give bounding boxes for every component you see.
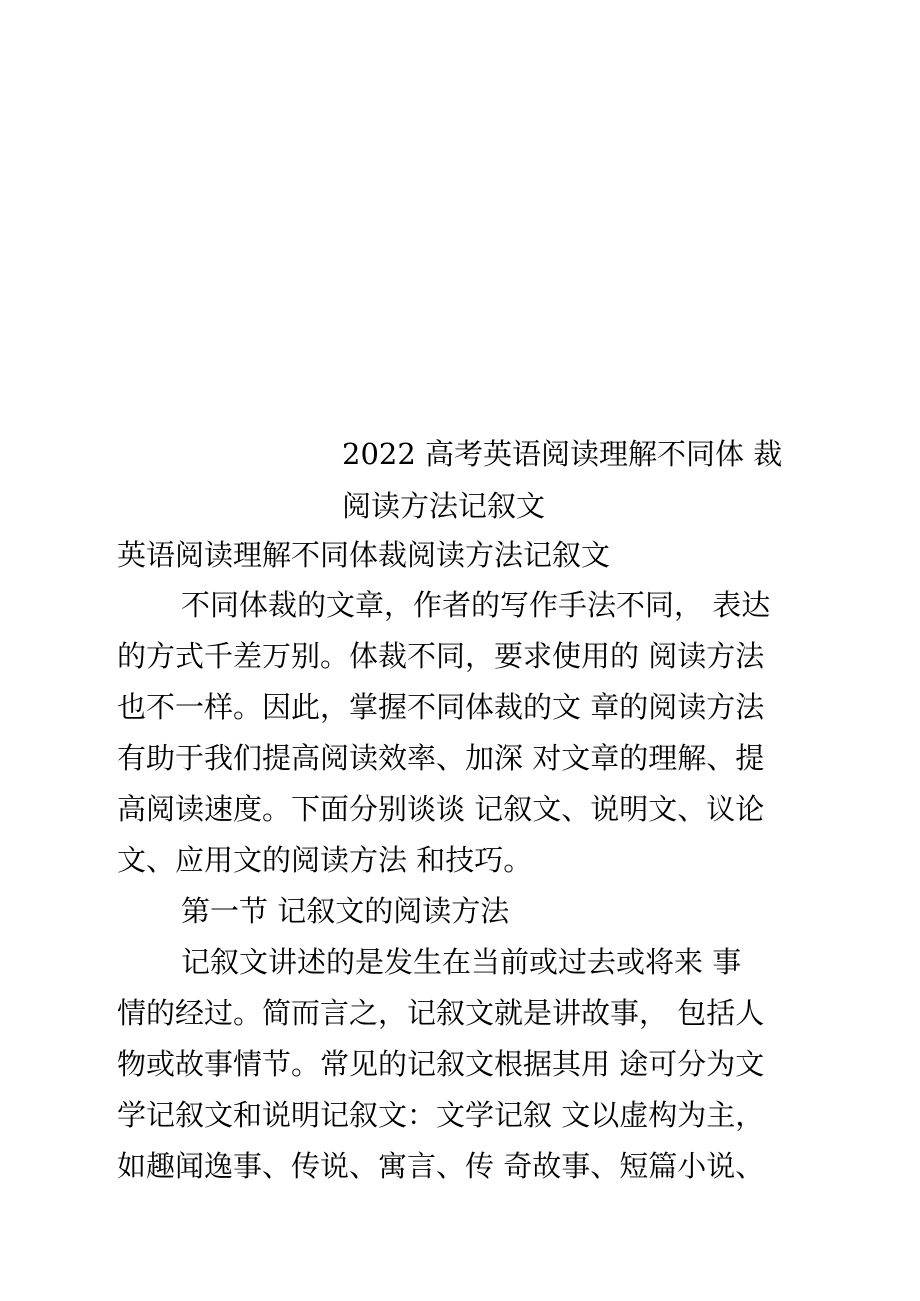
paragraph-line: 高阅读速度。下面分别谈谈 记叙文、说明文、议论 xyxy=(117,792,765,826)
paragraph-line: 物或故事情节。常见的记叙文根据其用 途可分为文 xyxy=(117,1047,765,1081)
paragraph-line: 有助于我们提高阅读效率、加深 对文章的理解、提 xyxy=(117,741,765,775)
section-heading-text: 第一节 记叙文的阅读方法 xyxy=(181,894,510,928)
paragraph-line: 学记叙文和说明记叙文：文学记叙 文以虚构为主， xyxy=(117,1098,765,1132)
paragraph-line: 记叙文讲述的是发生在当前或过去或将来 事 xyxy=(181,945,742,979)
paragraph-line: 文、应用文的阅读方法 和技巧。 xyxy=(117,843,533,877)
paragraph-line: 也不一样。因此，掌握不同体裁的文 章的阅读方法 xyxy=(117,690,765,724)
document-subtitle: 英语阅读理解不同体裁阅读方法记叙文 xyxy=(117,538,611,572)
intro-paragraph xyxy=(117,580,807,886)
paragraph-line: 不同体裁的文章，作者的写作手法不同， 表达 xyxy=(181,588,771,622)
paragraph-line: 如趣闻逸事、传说、寓言、传 奇故事、短篇小说、 xyxy=(117,1149,765,1183)
narrative-paragraph xyxy=(117,937,807,1192)
title-line-1: 2022 高考英语阅读理解不同体 裁 xyxy=(342,437,783,471)
document-title xyxy=(342,428,812,532)
section-heading xyxy=(117,886,807,937)
paragraph-line: 情的经过。简而言之，记叙文就是讲故事， 包括人 xyxy=(117,996,765,1030)
paragraph-line: 的方式千差万别。体裁不同，要求使用的 阅读方法 xyxy=(117,639,765,673)
title-line-2: 阅读方法记叙文 xyxy=(342,489,546,523)
